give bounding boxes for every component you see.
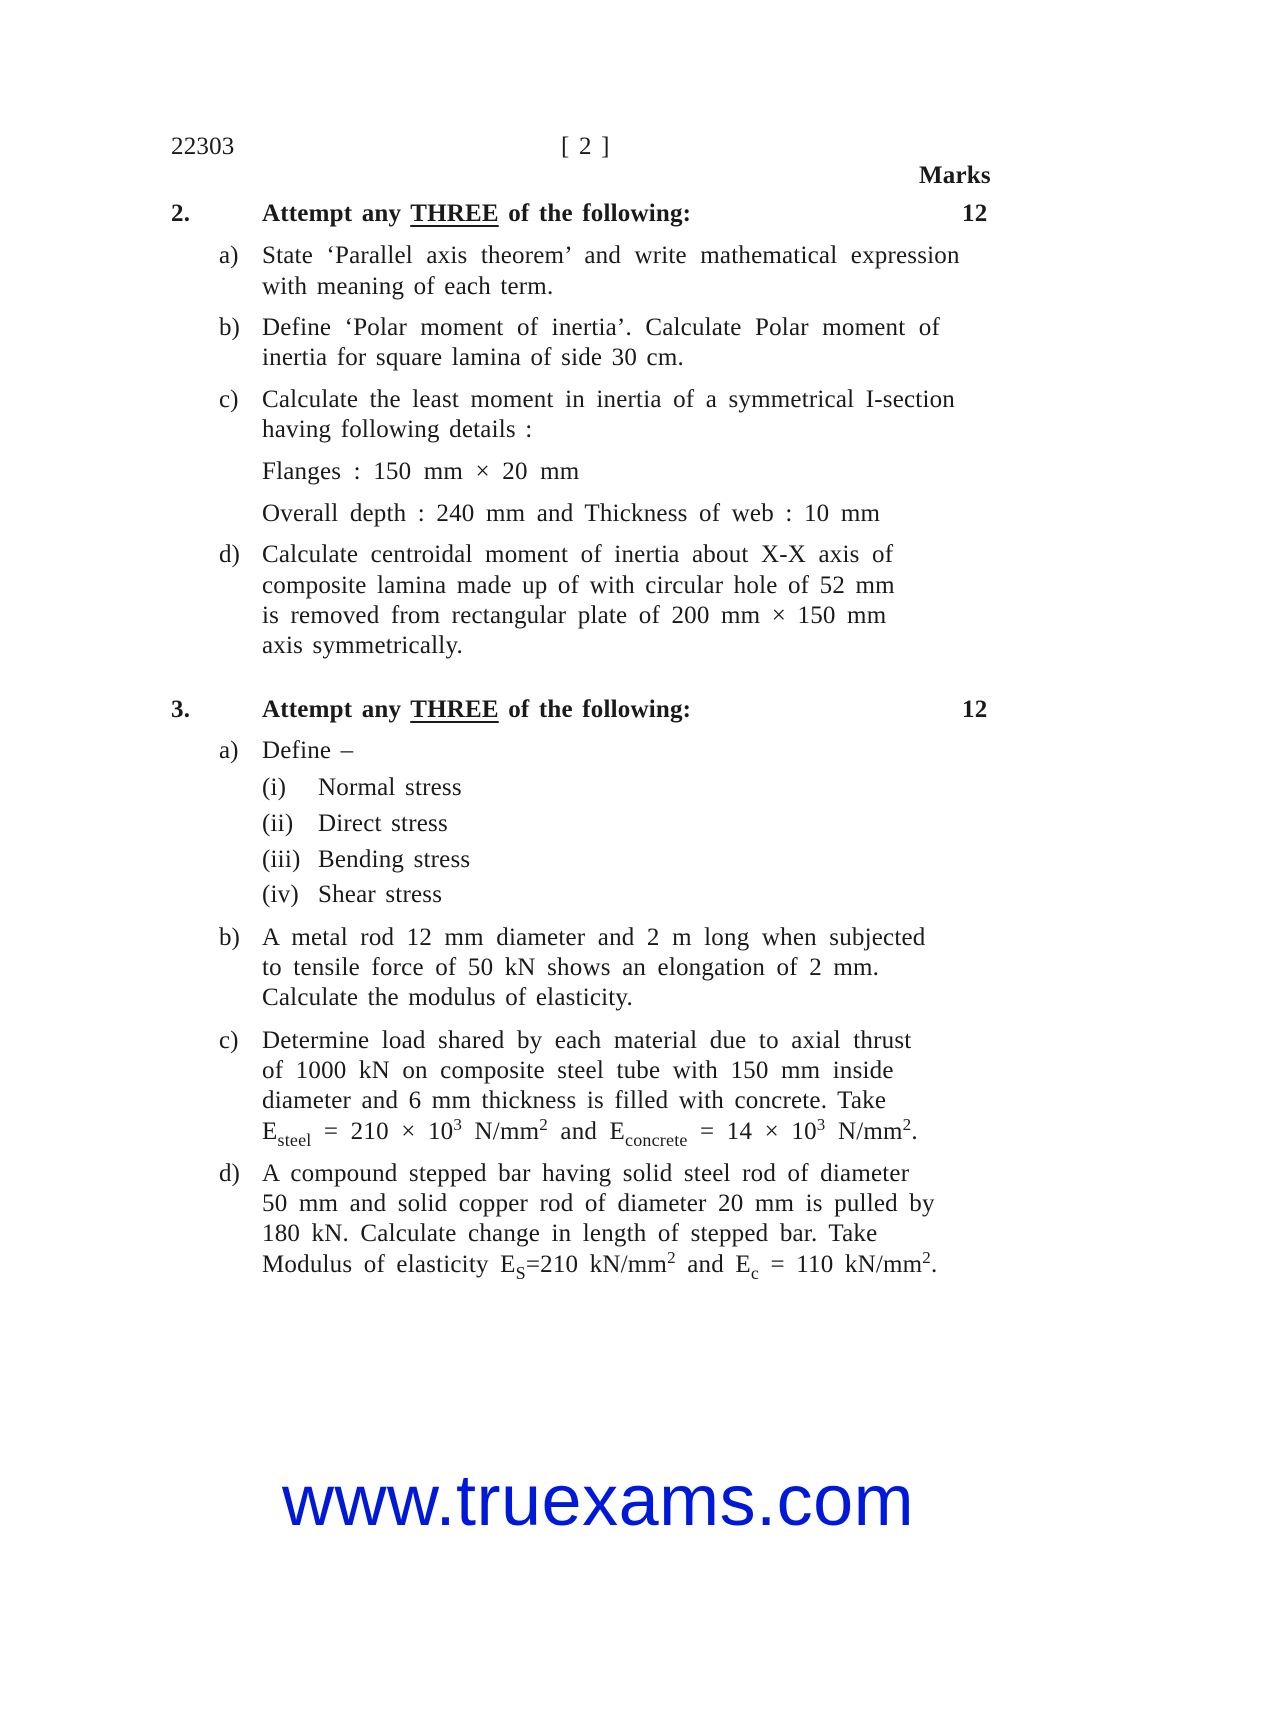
paper-code: 22303 [171, 133, 235, 160]
q3d-line4: Modulus of elasticity $E_S=210$ $kN/mm^2$ and $E_c = 110$ $kN/mm^2$. [262, 1248, 938, 1283]
marks-column-heading: Marks [919, 162, 991, 189]
q3b-line2: to tensile force of 50 kN shows an elongation of 2 mm. [262, 954, 880, 981]
q2b-label: b) [219, 314, 240, 341]
q3a-line1: Define – [262, 737, 354, 764]
q2d-line3: is removed from rectangular plate of 200 mm × 150 mm [262, 602, 887, 629]
q2-marks: 12 [962, 200, 988, 227]
q3b-label: b) [219, 924, 240, 951]
q3a-label: a) [219, 737, 239, 764]
q3d-line1: A compound stepped bar having solid steel rod of diameter [262, 1160, 910, 1187]
q3-marks: 12 [962, 696, 988, 723]
q2a-line1: State ‘Parallel axis theorem’ and write mathematical expression [262, 242, 960, 269]
q2d-line2: composite lamina made up of with circular hole of 52 mm [262, 572, 895, 599]
q3a-item-num: (ii) [262, 810, 294, 837]
q3a-item-num: (iii) [262, 846, 301, 873]
q3a-item-text: Shear stress [318, 881, 443, 908]
page-number: [ 2 ] [561, 133, 610, 160]
q3d-line2: 50 mm and solid copper rod of diameter 20 mm is pulled by [262, 1190, 935, 1217]
q3c-label: c) [219, 1027, 239, 1054]
q3a-item-text: Direct stress [318, 810, 448, 837]
q3-number: 3. [171, 696, 191, 723]
q2c-line1: Calculate the least moment in inertia of a symmetrical I-section [262, 386, 955, 413]
q2b-line2: inertia for square lamina of side 30 cm. [262, 344, 684, 371]
q3b-line3: Calculate the modulus of elasticity. [262, 984, 633, 1011]
q2-number: 2. [171, 200, 191, 227]
q3d-label: d) [219, 1160, 240, 1187]
q2d-line4: axis symmetrically. [262, 632, 463, 659]
q3c-line1: Determine load shared by each material due to axial thrust [262, 1027, 912, 1054]
q3c-line4: $E_{steel} = 210 \times 10^3$ $N/mm^2$ and $E_{concrete} = 14 \times 10^3$ $N/mm^2$. [262, 1115, 918, 1150]
q2c-flanges: Flanges : 150 mm × 20 mm [262, 458, 580, 485]
q2a-label: a) [219, 242, 239, 269]
q3d-line3: 180 kN. Calculate change in length of stepped bar. Take [262, 1220, 878, 1247]
q2b-line1: Define ‘Polar moment of inertia’. Calculate Polar moment of [262, 314, 941, 341]
q3c-line3: diameter and 6 mm thickness is filled with concrete. Take [262, 1087, 887, 1114]
q2c-depth-web: Overall depth : 240 mm and Thickness of web : 10 mm [262, 500, 881, 527]
q2a-line2: with meaning of each term. [262, 273, 554, 300]
q3a-item-text: Bending stress [318, 846, 471, 873]
q2d-line1: Calculate centroidal moment of inertia about X-X axis of [262, 541, 894, 568]
q2c-label: c) [219, 386, 239, 413]
q3a-item-num: (iv) [262, 881, 299, 908]
q3a-item-text: Normal stress [318, 774, 462, 801]
q2-heading: Attempt any THREE of the following: [262, 200, 692, 227]
q2d-label: d) [219, 541, 240, 568]
q3-heading: Attempt any THREE of the following: [262, 696, 692, 723]
q3a-item-num: (i) [262, 774, 287, 801]
footer-website-link[interactable]: www.truexams.com [282, 1461, 915, 1541]
q3c-line2: of 1000 kN on composite steel tube with 150 mm inside [262, 1057, 894, 1084]
q3b-line1: A metal rod 12 mm diameter and 2 m long when subjected [262, 924, 926, 951]
q2c-line2: having following details : [262, 416, 533, 443]
